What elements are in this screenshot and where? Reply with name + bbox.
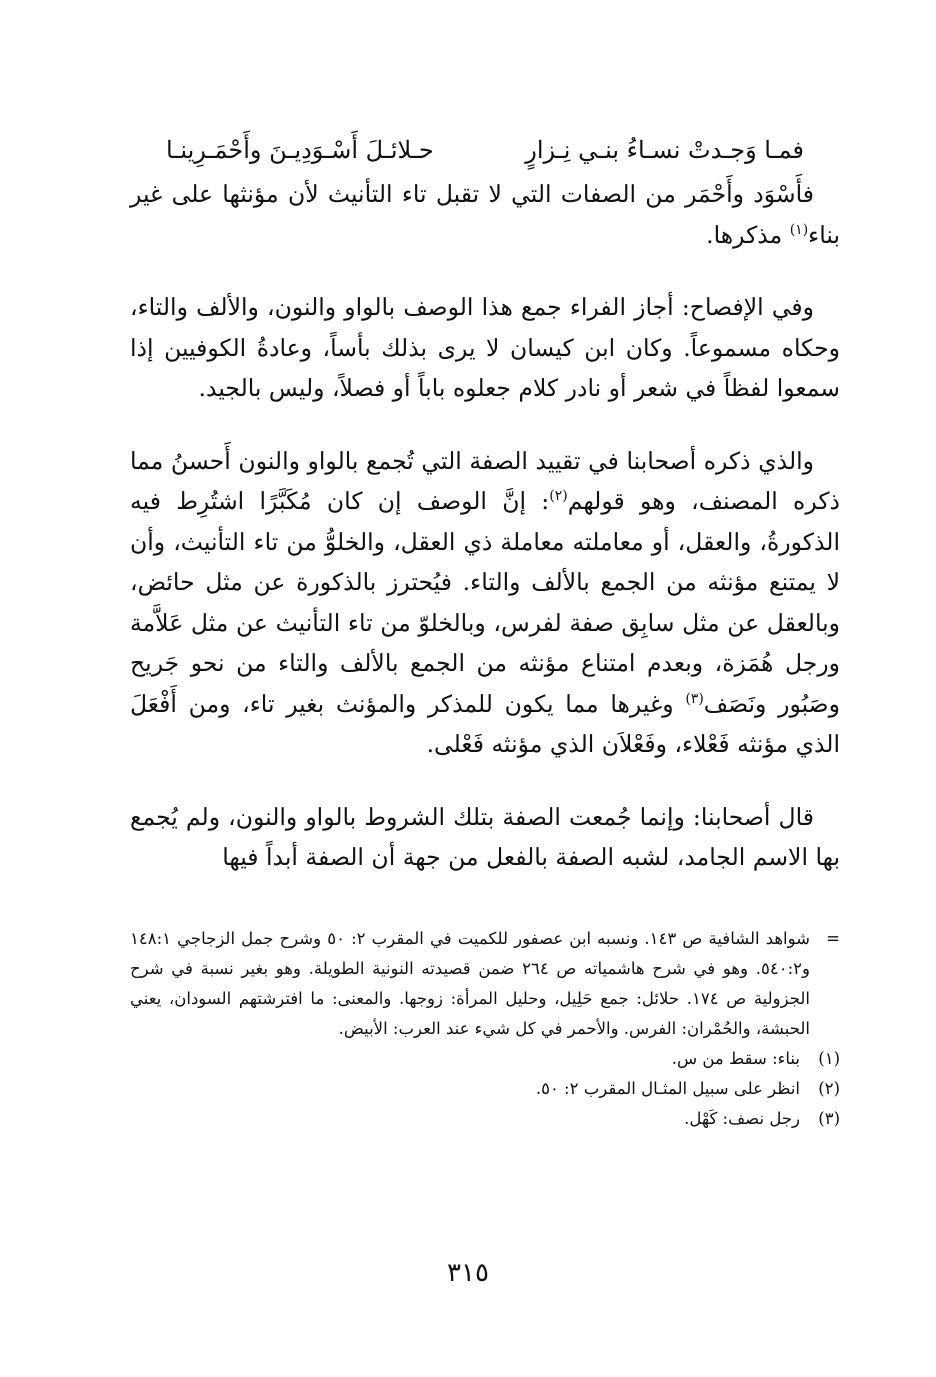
footnote-text: بناء: سقط من س.: [671, 1048, 800, 1068]
page-body: [130, 130, 840, 1134]
footnote-number: (١): [818, 1048, 840, 1068]
paragraph-2: وفي الإفصاح: أجاز الفراء جمع هذا الوصف بالواو والنون، والألف والتاء، وحكاه مسموعاً. وكان ابن كيسان لا يرى بذلك بأساً، وعادةُ الكوفيين إذا سمعوا لفظاً في شعر أو نادر كلام جعلوه باباً أو فصلاً، وليس بالجيد.: [130, 293, 840, 402]
footnote-2: [130, 1074, 840, 1104]
footnote-text: انظر على سبيل المثـال المقرب ٢: ٥٠.: [535, 1078, 800, 1098]
page-number: ٣١٥: [447, 1258, 489, 1288]
footnote-marker-3: (٣): [685, 690, 704, 707]
footnote-1: [130, 1044, 840, 1074]
footnote-number: (٢): [818, 1078, 840, 1098]
footnote-marker-1: (١): [789, 221, 809, 238]
footnote-text: رجل نصف: كَهْل.: [684, 1108, 800, 1128]
poetry-verse: [130, 130, 840, 170]
footnotes: [130, 924, 840, 1134]
footnote-marker-2: (٢): [549, 488, 568, 505]
paragraph-1: فأَسْوَد وأَحْمَر من الصفات التي لا تقبل تاء التأنيث لأن مؤنثها على غير بناء$^{(١)}$ مذكرها.: [130, 180, 840, 249]
footnote-continuation: = شواهد الشافية ص ١٤٣. ونسبه ابن عصفور للكميت في المقرب ٢: ٥٠ وشرح جمل الزجاجي ١٤٨:١ و٥٤٠:٢. وهو في شرح هاشمياته ص ٢٦٤ ضمن قصيدته النونية الطويلة. وهو بغير نسبة في شرح الجزولية ص ١٧٤. حلائل: جمع حَلِيل، وحليل المرأة: زوجها. والمعنى: ما افترشتهم السودان، يعني الحبشة، والحُمْران: الفرس. والأحمر في كل شيء عند العرب: الأبيض.: [130, 924, 840, 1044]
footnote-number: (٣): [818, 1108, 840, 1128]
verse-second-hemistich: حـلائـلَ أَسْـوَدِيـنَ وأَحْمَـرِينـا: [166, 136, 434, 164]
verse-first-hemistich: فمـا وَجـدتْ نسـاءُ بنـي نِـزارٍ: [525, 136, 804, 164]
continuation-mark: =: [826, 928, 840, 948]
paragraph-3: والذي ذكره أصحابنا في تقييد الصفة التي تُجمع بالواو والنون أَحسنُ مما ذكره المصنف، وهو قولهم$^{(٢)}$: إنَّ الوصف إن كان مُكَبَّرًا اشتُرِط فيه الذكورةُ، والعقل، أو معاملته معاملة ذي العقل، والخلوُّ من تاء التأنيث، وأن لا يمتنع مؤنثه من الجمع بالألف والتاء. فيُحترز بالذكورة عن مثل حائض، وبالعقل عن مثل سابِق صفة لفرس، وبالخلوّ من تاء التأنيث عن مثل عَلاَّمة ورجل هُمَزة، وبعدم امتناع مؤنثه من الجمع بالألف والتاء من نحو جَريح وصَبُور ونَصَف$^{(٣)}$ وغيرها مما يكون للمذكر والمؤنث بغير تاء، ومن أَفْعَلَ الذي مؤنثه فَعْلاء، وفَعْلاَن الذي مؤنثه فَعْلى.: [130, 446, 840, 758]
paragraph-4: قال أصحابنا: وإنما جُمعت الصفة بتلك الشروط بالواو والنون، ولم يُجمع بها الاسم الجامد، لشبه الصفة بالفعل من جهة أن الصفة أبداً فيها: [130, 802, 840, 871]
footnote-3: [130, 1104, 840, 1134]
